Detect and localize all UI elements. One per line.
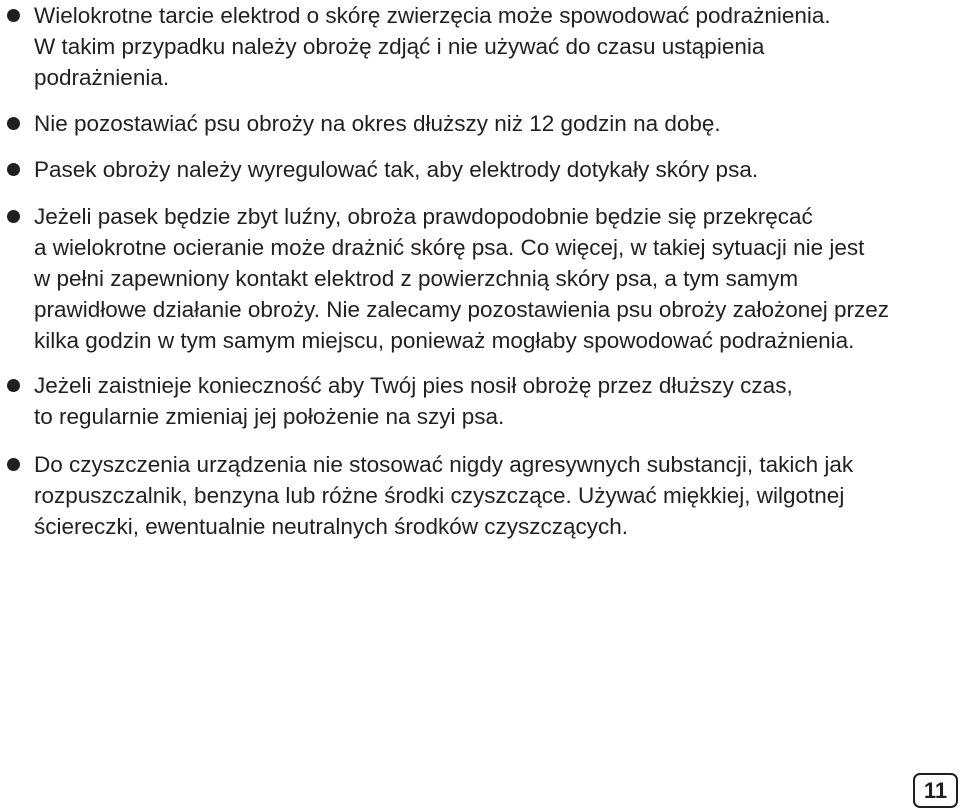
text-line: prawidłowe działanie obroży. Nie zalecamy pozostawienia psu obroży założonej przez (34, 297, 890, 322)
bullet-dot-icon (7, 163, 20, 176)
bullet-dot-icon (7, 458, 20, 471)
bullet-dot-icon (7, 9, 20, 22)
page-number: 11 (913, 773, 958, 808)
list-item-text (34, 370, 959, 432)
list-item-text (34, 154, 959, 185)
text-line: Jeżeli pasek będzie zbyt luźny, obroża prawdopodobnie będzie się przekręcać (34, 204, 813, 229)
bullet-dot-icon (7, 117, 20, 130)
text-line: w pełni zapewniony kontakt elektrod z powierzchnią skóry psa, a tym samym (34, 266, 799, 291)
text-line: Jeżeli zaistnieje konieczność aby Twój pies nosił obrożę przez dłuższy czas, (34, 373, 793, 398)
text-line: rozpuszczalnik, benzyna lub różne środki czyszczące. Używać miękkiej, wilgotnej (34, 483, 845, 508)
bullet-dot-icon (7, 379, 20, 392)
text-line: Nie pozostawiać psu obroży na okres dłuższy niż 12 godzin na dobę. (34, 111, 721, 136)
text-line: kilka godzin w tym samym miejscu, ponieważ mogłaby spowodować podrażnienia. (34, 328, 855, 353)
text-line: ściereczki, ewentualnie neutralnych środków czyszczących. (34, 514, 628, 539)
text-line: Pasek obroży należy wyregulować tak, aby elektrody dotykały skóry psa. (34, 157, 759, 182)
list-item-text (34, 449, 959, 542)
text-line: Do czyszczenia urządzenia nie stosować nigdy agresywnych substancji, takich jak (34, 452, 854, 477)
bullet-dot-icon (7, 210, 20, 223)
list-item-text (34, 108, 959, 139)
list-item-text (34, 201, 959, 356)
text-line: a wielokrotne ocieranie może drażnić skórę psa. Co więcej, w takiej sytuacji nie jest (34, 235, 865, 260)
text-line: podrażnienia. (34, 65, 170, 90)
text-line: W takim przypadku należy obrożę zdjąć i nie używać do czasu ustąpienia (34, 34, 765, 59)
list-item-text (34, 0, 959, 93)
text-line: to regularnie zmieniaj jej położenie na szyi psa. (34, 404, 505, 429)
text-line: Wielokrotne tarcie elektrod o skórę zwierzęcia może spowodować podrażnienia. (34, 3, 831, 28)
